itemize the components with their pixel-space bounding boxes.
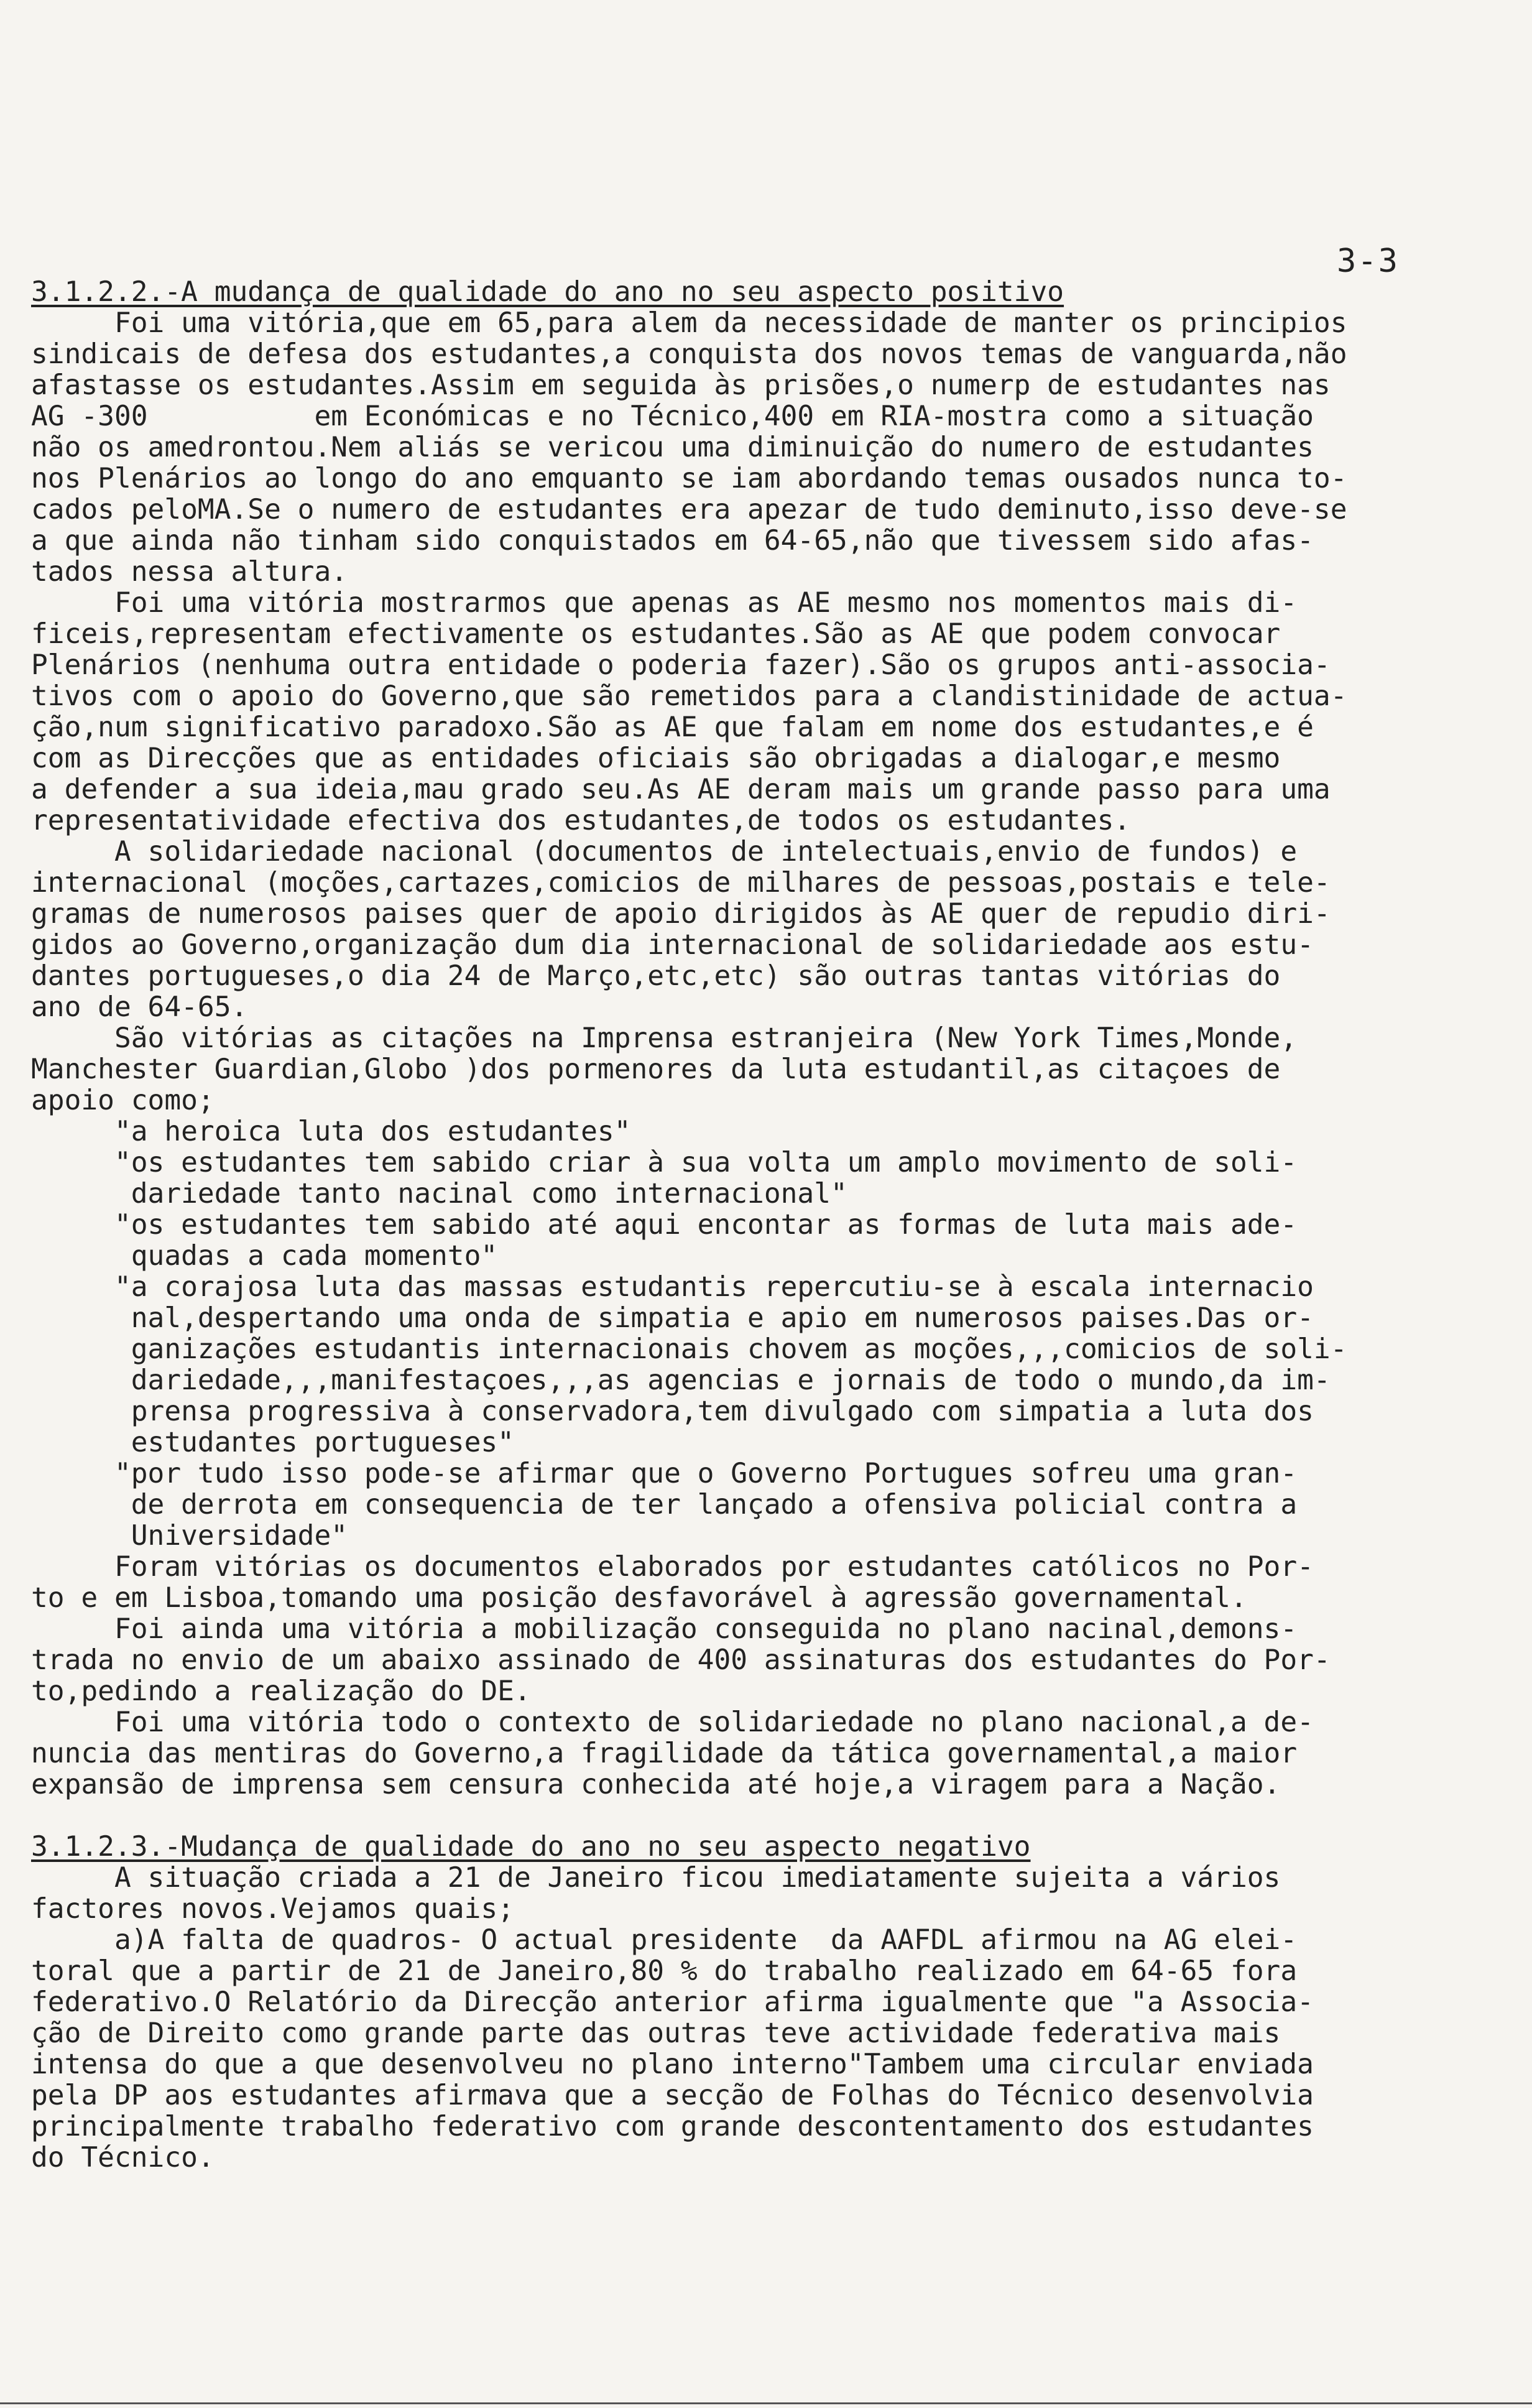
text-line: estudantes portugueses" [31, 1427, 514, 1458]
text-line: dariedade,,,manifestaçoes,,,as agencias e jornais de todo o mundo,da im- [31, 1364, 1331, 1396]
text-line: quadas a cada momento" [31, 1240, 498, 1272]
text-line: dariedade tanto nacinal como internacional" [31, 1178, 847, 1210]
text-line: "a heroica luta dos estudantes" [31, 1116, 631, 1147]
text-line: apoio como; [31, 1085, 215, 1116]
text-line: factores novos.Vejamos quais; [31, 1893, 514, 1925]
text-line: nos Plenários ao longo do ano emquanto se iam abordando temas ousados nunca to- [31, 463, 1347, 494]
text-line: do Técnico. [31, 2142, 215, 2174]
text-line: tados nessa altura. [31, 556, 348, 588]
section-heading: 3.1.2.2.-A mudança de qualidade do ano no seu aspecto positivo [31, 276, 1064, 308]
text-line: "os estudantes tem sabido até aqui encontar as formas de luta mais ade- [31, 1209, 1298, 1241]
text-line: Plenários (nenhuma outra entidade o poderia fazer).São os grupos anti-associa- [31, 649, 1331, 681]
text-line: ção,num significativo paradoxo.São as AE que falam em nome dos estudantes,e é [31, 711, 1314, 743]
text-line: a defender a sua ideia,mau grado seu.As AE deram mais um grande passo para uma [31, 774, 1331, 805]
text-line: AG -300 em Económicas e no Técnico,400 em RIA-mostra como a situação [31, 401, 1314, 432]
text-line: Universidade" [31, 1520, 348, 1552]
document-body [31, 277, 1517, 2174]
text-line: ano de 64-65. [31, 991, 248, 1023]
text-line: Foi ainda uma vitória a mobilização conseguida no plano nacinal,demons- [31, 1613, 1298, 1645]
text-line: a que ainda não tinham sido conquistados em 64-65,não que tivessem sido afas- [31, 525, 1314, 557]
text-line: dantes portugueses,o dia 24 de Março,etc,etc) são outras tantas vitórias do [31, 960, 1281, 992]
text-line: com as Direcções que as entidades oficiais são obrigadas a dialogar,e mesmo [31, 743, 1281, 774]
text-line: expansão de imprensa sem censura conhecida até hoje,a viragem para a Nação. [31, 1769, 1281, 1800]
text-line: Foi uma vitória,que em 65,para alem da necessidade de manter os principios [31, 307, 1347, 339]
text-line: to,pedindo a realização do DE. [31, 1675, 531, 1707]
text-line: A situação criada a 21 de Janeiro ficou imediatamente sujeita a vários [31, 1862, 1281, 1894]
page-edge-line [0, 2402, 1532, 2404]
text-line: intensa do que a que desenvolveu no plano interno"Tambem uma circular enviada [31, 2049, 1314, 2080]
page-number: 3-3 [1337, 243, 1399, 280]
text-line: Manchester Guardian,Globo )dos pormenores da luta estudantil,as citaçoes de [31, 1054, 1281, 1085]
text-line: tivos com o apoio do Governo,que são remetidos para a clandistinidade de actua- [31, 680, 1347, 712]
text-line: Foi uma vitória todo o contexto de solidariedade no plano nacional,a de- [31, 1706, 1314, 1738]
text-line: Foi uma vitória mostrarmos que apenas as AE mesmo nos momentos mais di- [31, 587, 1298, 619]
text-line: to e em Lisboa,tomando uma posição desfavorável à agressão governamental. [31, 1582, 1247, 1614]
text-line: nuncia das mentiras do Governo,a fragilidade da tática governamental,a maior [31, 1738, 1298, 1769]
text-line: federativo.O Relatório da Direcção anterior afirma igualmente que "a Associa- [31, 1986, 1314, 2018]
text-line: "a corajosa luta das massas estudantis repercutiu-se à escala internacio [31, 1271, 1314, 1303]
text-line [31, 1800, 1517, 1831]
text-line: gidos ao Governo,organização dum dia internacional de solidariedade aos estu- [31, 929, 1314, 961]
text-line: gramas de numerosos paises quer de apoio dirigidos às AE quer de repudio diri- [31, 898, 1331, 930]
text-line: São vitórias as citações na Imprensa estranjeira (New York Times,Monde, [31, 1022, 1298, 1054]
text-line: a)A falta de quadros- O actual presidente da AAFDL afirmou na AG elei- [31, 1924, 1298, 1956]
text-line: A solidariedade nacional (documentos de intelectuais,envio de fundos) e [31, 836, 1298, 868]
text-line: não os amedrontou.Nem aliás se vericou uma diminuição do numero de estudantes [31, 432, 1314, 463]
text-line: "por tudo isso pode-se afirmar que o Governo Portugues sofreu uma gran- [31, 1458, 1298, 1489]
text-line: pela DP aos estudantes afirmava que a secção de Folhas do Técnico desenvolvia [31, 2080, 1314, 2111]
text-line: trada no envio de um abaixo assinado de 400 assinaturas dos estudantes do Por- [31, 1644, 1331, 1676]
text-line: ganizações estudantis internacionais chovem as moções,,,comicios de soli- [31, 1333, 1347, 1365]
text-line: de derrota em consequencia de ter lançado a ofensiva policial contra a [31, 1489, 1298, 1521]
text-line: toral que a partir de 21 de Janeiro,80 % do trabalho realizado em 64-65 fora [31, 1955, 1298, 1987]
text-line: ficeis,representam efectivamente os estudantes.São as AE que podem convocar [31, 618, 1281, 650]
text-line: "os estudantes tem sabido criar à sua volta um amplo movimento de soli- [31, 1147, 1298, 1179]
text-line: Foram vitórias os documentos elaborados por estudantes católicos no Por- [31, 1551, 1314, 1583]
text-line: representatividade efectiva dos estudantes,de todos os estudantes. [31, 805, 1131, 836]
text-line: nal,despertando uma onda de simpatia e apio em numerosos paises.Das or- [31, 1302, 1314, 1334]
text-line: afastasse os estudantes.Assim em seguida às prisões,o numerp de estudantes nas [31, 369, 1331, 401]
text-line: internacional (moções,cartazes,comicios de milhares de pessoas,postais e tele- [31, 867, 1331, 899]
text-line: ção de Direito como grande parte das outras teve actividade federativa mais [31, 2017, 1281, 2049]
text-line: principalmente trabalho federativo com grande descontentamento dos estudantes [31, 2111, 1314, 2142]
text-line: prensa progressiva à conservadora,tem divulgado com simpatia a luta dos [31, 1396, 1314, 1427]
text-line: cados peloMA.Se o numero de estudantes era apezar de tudo deminuto,isso deve-se [31, 494, 1347, 526]
section-heading: 3.1.2.3.-Mudança de qualidade do ano no seu aspecto negativo [31, 1831, 1031, 1863]
text-line: sindicais de defesa dos estudantes,a conquista dos novos temas de vanguarda,não [31, 338, 1347, 370]
